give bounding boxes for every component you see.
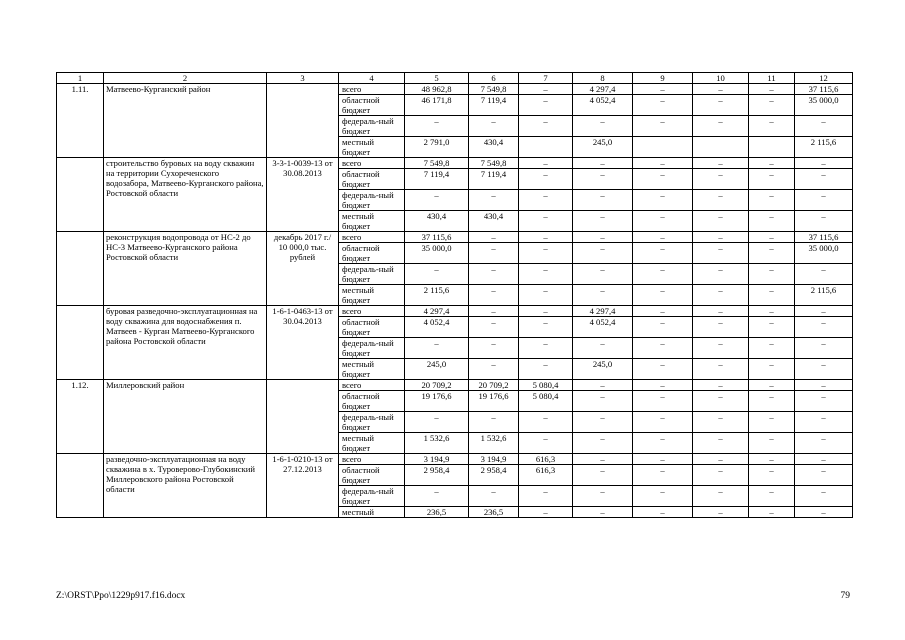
amount-cell: –: [573, 211, 633, 232]
amount-cell: –: [693, 507, 749, 518]
amount-cell: –: [749, 116, 795, 137]
amount-cell: –: [693, 95, 749, 116]
amount-cell: 48 962,8: [405, 84, 469, 95]
amount-cell: –: [633, 190, 693, 211]
amount-cell: –: [693, 190, 749, 211]
funding-source: областной бюджет: [339, 243, 405, 264]
amount-cell: –: [749, 232, 795, 243]
amount-cell: –: [469, 359, 519, 380]
amount-cell: 2 115,6: [405, 285, 469, 306]
amount-cell: 4 052,4: [573, 317, 633, 338]
funding-source: федераль-ный бюджет: [339, 486, 405, 507]
table-row: [57, 454, 853, 465]
item-name: разведочно-эксплуатационная на воду скважина в х. Туроверово-Глубокинский Миллеровского района Ростовской области: [104, 454, 267, 518]
amount-cell: –: [633, 211, 693, 232]
amount-cell: –: [519, 507, 573, 518]
footer-file-path: Z:\ORST\Ppo\1229p917.f16.docx: [56, 591, 186, 601]
item-document: [267, 84, 339, 158]
amount-cell: –: [633, 338, 693, 359]
amount-cell: –: [519, 190, 573, 211]
amount-cell: [633, 137, 693, 158]
funding-source: местный бюджет: [339, 285, 405, 306]
amount-cell: 5 080,4: [519, 380, 573, 391]
amount-cell: –: [573, 232, 633, 243]
amount-cell: –: [749, 391, 795, 412]
amount-cell: 245,0: [573, 359, 633, 380]
amount-cell: 4 297,4: [573, 306, 633, 317]
amount-cell: –: [519, 412, 573, 433]
funding-source: федераль-ный бюджет: [339, 190, 405, 211]
amount-cell: 7 119,4: [405, 169, 469, 190]
amount-cell: 245,0: [573, 137, 633, 158]
header-row: [57, 73, 853, 84]
amount-cell: –: [749, 285, 795, 306]
amount-cell: –: [795, 264, 853, 285]
amount-cell: –: [519, 338, 573, 359]
amount-cell: –: [795, 169, 853, 190]
amount-cell: –: [795, 412, 853, 433]
amount-cell: –: [405, 116, 469, 137]
amount-cell: –: [405, 190, 469, 211]
funding-source: федераль-ный бюджет: [339, 412, 405, 433]
item-name: реконструкция водопровода от НС-2 до НС-3 Матвеево-Курганского района Ростовской области: [104, 232, 267, 306]
column-header: 12: [795, 73, 853, 84]
item-name: буровая разведочно-эксплуатационная на воду скважина для водоснабжения п. Матвеев - Курган Матвеево-Курганского района Ростовской области: [104, 306, 267, 380]
amount-cell: –: [749, 338, 795, 359]
amount-cell: –: [795, 306, 853, 317]
amount-cell: –: [519, 285, 573, 306]
amount-cell: –: [633, 169, 693, 190]
funding-source: федераль-ный бюджет: [339, 264, 405, 285]
amount-cell: –: [749, 306, 795, 317]
amount-cell: –: [573, 412, 633, 433]
amount-cell: –: [749, 380, 795, 391]
amount-cell: –: [573, 338, 633, 359]
item-document: 1-6-1-0210-13 от 27.12.2013: [267, 454, 339, 518]
amount-cell: –: [519, 486, 573, 507]
item-document: 3-3-1-0039-13 от 30.08.2013: [267, 158, 339, 232]
amount-cell: –: [795, 116, 853, 137]
funding-source: всего: [339, 158, 405, 169]
amount-cell: –: [633, 454, 693, 465]
amount-cell: –: [573, 158, 633, 169]
amount-cell: 236,5: [469, 507, 519, 518]
item-document: 1-6-1-0463-13 от 30.04.2013: [267, 306, 339, 380]
amount-cell: –: [795, 317, 853, 338]
amount-cell: –: [795, 465, 853, 486]
amount-cell: –: [573, 507, 633, 518]
amount-cell: 46 171,8: [405, 95, 469, 116]
amount-cell: 20 709,2: [469, 380, 519, 391]
amount-cell: 616,3: [519, 454, 573, 465]
funding-source: областной бюджет: [339, 465, 405, 486]
amount-cell: –: [633, 285, 693, 306]
amount-cell: –: [519, 95, 573, 116]
amount-cell: –: [469, 412, 519, 433]
amount-cell: –: [633, 95, 693, 116]
item-number: [57, 454, 104, 518]
amount-cell: –: [633, 359, 693, 380]
amount-cell: 1 532,6: [405, 433, 469, 454]
column-header: 11: [749, 73, 795, 84]
amount-cell: 2 791,0: [405, 137, 469, 158]
amount-cell: –: [519, 306, 573, 317]
amount-cell: 2 115,6: [795, 285, 853, 306]
table-row: [57, 84, 853, 95]
amount-cell: [749, 137, 795, 158]
funding-source: областной бюджет: [339, 317, 405, 338]
item-name: Миллеровский район: [104, 380, 267, 454]
amount-cell: –: [749, 317, 795, 338]
funding-source: областной бюджет: [339, 391, 405, 412]
column-header: 6: [469, 73, 519, 84]
amount-cell: –: [795, 158, 853, 169]
column-header: 2: [104, 73, 267, 84]
amount-cell: –: [519, 317, 573, 338]
amount-cell: 430,4: [469, 211, 519, 232]
amount-cell: 7 549,8: [469, 84, 519, 95]
funding-source: местный бюджет: [339, 359, 405, 380]
amount-cell: –: [469, 232, 519, 243]
amount-cell: –: [693, 454, 749, 465]
column-header: 4: [339, 73, 405, 84]
amount-cell: –: [573, 391, 633, 412]
amount-cell: –: [573, 285, 633, 306]
amount-cell: 35 000,0: [405, 243, 469, 264]
column-header: 1: [57, 73, 104, 84]
amount-cell: –: [693, 317, 749, 338]
amount-cell: –: [633, 84, 693, 95]
amount-cell: –: [693, 158, 749, 169]
amount-cell: –: [633, 116, 693, 137]
amount-cell: [519, 137, 573, 158]
amount-cell: –: [633, 507, 693, 518]
amount-cell: –: [749, 454, 795, 465]
funding-source: всего: [339, 306, 405, 317]
amount-cell: –: [519, 211, 573, 232]
column-header: 9: [633, 73, 693, 84]
amount-cell: –: [633, 243, 693, 264]
amount-cell: –: [749, 359, 795, 380]
amount-cell: –: [693, 391, 749, 412]
table-row: [57, 380, 853, 391]
amount-cell: –: [633, 232, 693, 243]
amount-cell: 37 115,6: [795, 232, 853, 243]
amount-cell: –: [469, 264, 519, 285]
amount-cell: –: [749, 465, 795, 486]
item-number: [57, 306, 104, 380]
amount-cell: –: [573, 264, 633, 285]
funding-source: местный: [339, 507, 405, 518]
amount-cell: –: [693, 380, 749, 391]
table-row: [57, 232, 853, 243]
funding-source: всего: [339, 380, 405, 391]
amount-cell: 37 115,6: [795, 84, 853, 95]
amount-cell: –: [693, 486, 749, 507]
column-header: 5: [405, 73, 469, 84]
amount-cell: –: [795, 359, 853, 380]
amount-cell: –: [693, 211, 749, 232]
amount-cell: 2 958,4: [405, 465, 469, 486]
amount-cell: –: [749, 412, 795, 433]
amount-cell: –: [469, 243, 519, 264]
item-name: Матвеево-Курганский район: [104, 84, 267, 158]
amount-cell: 3 194,9: [469, 454, 519, 465]
amount-cell: –: [693, 338, 749, 359]
amount-cell: –: [405, 486, 469, 507]
amount-cell: 7 119,4: [469, 169, 519, 190]
amount-cell: 7 549,8: [405, 158, 469, 169]
page-number: 79: [840, 591, 850, 601]
table-row: [57, 158, 853, 169]
amount-cell: –: [469, 338, 519, 359]
funding-source: всего: [339, 84, 405, 95]
amount-cell: –: [633, 264, 693, 285]
amount-cell: –: [519, 359, 573, 380]
amount-cell: –: [633, 465, 693, 486]
amount-cell: –: [519, 243, 573, 264]
amount-cell: –: [795, 507, 853, 518]
amount-cell: –: [573, 380, 633, 391]
budget-table: [56, 72, 853, 518]
item-name: строительство буровых на воду скважин на территории Сухореченского водозабора, Матвеево-Курганского района, Ростовской области: [104, 158, 267, 232]
amount-cell: –: [573, 169, 633, 190]
amount-cell: 4 052,4: [405, 317, 469, 338]
amount-cell: 3 194,9: [405, 454, 469, 465]
amount-cell: 236,5: [405, 507, 469, 518]
amount-cell: –: [573, 465, 633, 486]
amount-cell: –: [405, 338, 469, 359]
amount-cell: –: [795, 454, 853, 465]
amount-cell: 7 119,4: [469, 95, 519, 116]
funding-source: местный бюджет: [339, 137, 405, 158]
amount-cell: 616,3: [519, 465, 573, 486]
amount-cell: –: [693, 116, 749, 137]
amount-cell: –: [573, 190, 633, 211]
amount-cell: –: [469, 190, 519, 211]
amount-cell: –: [795, 486, 853, 507]
amount-cell: –: [749, 169, 795, 190]
amount-cell: –: [693, 465, 749, 486]
amount-cell: 35 000,0: [795, 95, 853, 116]
amount-cell: 7 549,8: [469, 158, 519, 169]
item-number: 1.11.: [57, 84, 104, 158]
amount-cell: –: [749, 158, 795, 169]
amount-cell: 1 532,6: [469, 433, 519, 454]
funding-source: областной бюджет: [339, 169, 405, 190]
amount-cell: –: [749, 243, 795, 264]
amount-cell: –: [469, 486, 519, 507]
amount-cell: –: [633, 433, 693, 454]
amount-cell: –: [519, 264, 573, 285]
item-document: декабрь 2017 г./ 10 000,0 тыс. рублей: [267, 232, 339, 306]
amount-cell: 430,4: [469, 137, 519, 158]
amount-cell: 430,4: [405, 211, 469, 232]
amount-cell: –: [405, 264, 469, 285]
amount-cell: –: [693, 232, 749, 243]
amount-cell: 2 958,4: [469, 465, 519, 486]
amount-cell: –: [795, 211, 853, 232]
amount-cell: –: [519, 232, 573, 243]
funding-source: всего: [339, 232, 405, 243]
amount-cell: –: [633, 306, 693, 317]
amount-cell: –: [519, 433, 573, 454]
amount-cell: –: [519, 84, 573, 95]
amount-cell: –: [693, 264, 749, 285]
amount-cell: –: [749, 486, 795, 507]
amount-cell: –: [693, 243, 749, 264]
column-header: 7: [519, 73, 573, 84]
amount-cell: –: [405, 412, 469, 433]
amount-cell: 35 000,0: [795, 243, 853, 264]
amount-cell: –: [795, 391, 853, 412]
funding-source: федераль-ный бюджет: [339, 338, 405, 359]
amount-cell: –: [633, 412, 693, 433]
amount-cell: –: [693, 306, 749, 317]
amount-cell: –: [749, 84, 795, 95]
column-header: 3: [267, 73, 339, 84]
amount-cell: 37 115,6: [405, 232, 469, 243]
amount-cell: 2 115,6: [795, 137, 853, 158]
amount-cell: –: [469, 317, 519, 338]
amount-cell: 4 052,4: [573, 95, 633, 116]
amount-cell: –: [573, 243, 633, 264]
amount-cell: 4 297,4: [573, 84, 633, 95]
table-row: [57, 306, 853, 317]
amount-cell: 19 176,6: [469, 391, 519, 412]
amount-cell: –: [633, 391, 693, 412]
amount-cell: 245,0: [405, 359, 469, 380]
amount-cell: –: [749, 507, 795, 518]
item-number: 1.12.: [57, 380, 104, 454]
amount-cell: –: [795, 338, 853, 359]
amount-cell: –: [795, 433, 853, 454]
item-number: [57, 232, 104, 306]
amount-cell: –: [795, 380, 853, 391]
amount-cell: –: [749, 190, 795, 211]
amount-cell: –: [633, 486, 693, 507]
amount-cell: –: [519, 116, 573, 137]
amount-cell: –: [749, 211, 795, 232]
amount-cell: –: [693, 169, 749, 190]
amount-cell: –: [519, 169, 573, 190]
amount-cell: –: [633, 380, 693, 391]
funding-source: всего: [339, 454, 405, 465]
amount-cell: 4 297,4: [405, 306, 469, 317]
amount-cell: –: [633, 158, 693, 169]
amount-cell: –: [573, 433, 633, 454]
funding-source: местный бюджет: [339, 433, 405, 454]
item-number: [57, 158, 104, 232]
amount-cell: 20 709,2: [405, 380, 469, 391]
amount-cell: –: [573, 486, 633, 507]
amount-cell: –: [693, 285, 749, 306]
amount-cell: –: [469, 306, 519, 317]
amount-cell: –: [693, 359, 749, 380]
amount-cell: –: [573, 454, 633, 465]
column-header: 10: [693, 73, 749, 84]
amount-cell: –: [469, 285, 519, 306]
amount-cell: –: [693, 412, 749, 433]
amount-cell: [693, 137, 749, 158]
amount-cell: –: [749, 433, 795, 454]
amount-cell: –: [519, 158, 573, 169]
amount-cell: –: [693, 84, 749, 95]
amount-cell: –: [633, 317, 693, 338]
amount-cell: –: [749, 95, 795, 116]
amount-cell: 5 080,4: [519, 391, 573, 412]
funding-source: местный бюджет: [339, 211, 405, 232]
amount-cell: –: [693, 433, 749, 454]
funding-source: федераль-ный бюджет: [339, 116, 405, 137]
funding-source: областной бюджет: [339, 95, 405, 116]
amount-cell: 19 176,6: [405, 391, 469, 412]
column-header: 8: [573, 73, 633, 84]
amount-cell: –: [573, 116, 633, 137]
amount-cell: –: [795, 190, 853, 211]
item-document: [267, 380, 339, 454]
amount-cell: –: [749, 264, 795, 285]
amount-cell: –: [469, 116, 519, 137]
